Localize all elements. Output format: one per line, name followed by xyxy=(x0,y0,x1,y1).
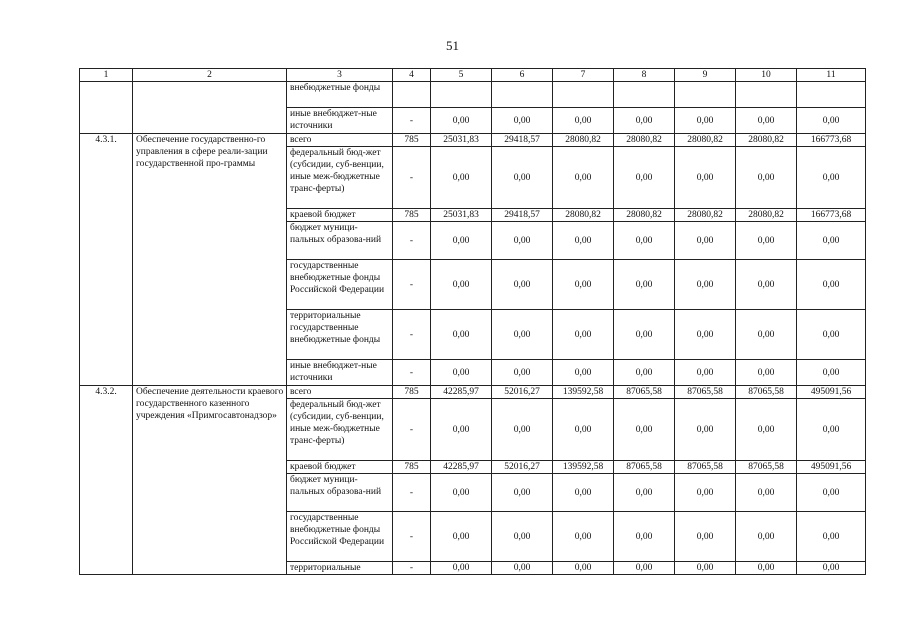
column-number: 2 xyxy=(133,69,287,82)
value-cell: 0,00 xyxy=(492,399,553,461)
value-cell: 0,00 xyxy=(675,562,736,575)
value-cell: 0,00 xyxy=(553,222,614,260)
value-cell: 25031,83 xyxy=(431,134,492,147)
value-cell: 0,00 xyxy=(797,108,866,134)
responsible-code: - xyxy=(393,474,431,512)
responsible-code: - xyxy=(393,108,431,134)
value-cell: 28080,82 xyxy=(675,134,736,147)
responsible-code: 785 xyxy=(393,134,431,147)
value-cell: 0,00 xyxy=(675,474,736,512)
table-row xyxy=(80,82,866,108)
column-number: 8 xyxy=(614,69,675,82)
value-cell: 0,00 xyxy=(797,512,866,562)
value-cell: 29418,57 xyxy=(492,209,553,222)
item-code xyxy=(80,82,133,134)
funding-source: краевой бюджет xyxy=(287,209,393,222)
responsible-code: - xyxy=(393,512,431,562)
value-cell xyxy=(553,82,614,108)
value-cell: 0,00 xyxy=(431,108,492,134)
table-row xyxy=(80,134,866,147)
value-cell: 0,00 xyxy=(797,562,866,575)
value-cell: 0,00 xyxy=(492,260,553,310)
value-cell: 0,00 xyxy=(492,222,553,260)
value-cell: 0,00 xyxy=(797,474,866,512)
value-cell: 0,00 xyxy=(614,108,675,134)
value-cell xyxy=(431,82,492,108)
column-number: 1 xyxy=(80,69,133,82)
funding-source: всего xyxy=(287,386,393,399)
value-cell: 0,00 xyxy=(675,147,736,209)
funding-source: федеральный бюд-жет (субсидии, суб-венции, иные меж-бюджетные транс-ферты) xyxy=(287,399,393,461)
value-cell: 0,00 xyxy=(797,310,866,360)
value-cell: 0,00 xyxy=(797,147,866,209)
value-cell: 0,00 xyxy=(797,399,866,461)
value-cell: 28080,82 xyxy=(553,134,614,147)
value-cell: 28080,82 xyxy=(736,134,797,147)
column-number: 5 xyxy=(431,69,492,82)
value-cell: 87065,58 xyxy=(614,461,675,474)
value-cell: 52016,27 xyxy=(492,386,553,399)
item-code: 4.3.2. xyxy=(80,386,133,575)
value-cell: 87065,58 xyxy=(736,386,797,399)
value-cell: 0,00 xyxy=(492,562,553,575)
responsible-code xyxy=(393,82,431,108)
value-cell: 0,00 xyxy=(736,310,797,360)
value-cell: 0,00 xyxy=(675,399,736,461)
item-code: 4.3.1. xyxy=(80,134,133,386)
funding-source: внебюджетные фонды xyxy=(287,82,393,108)
value-cell: 0,00 xyxy=(492,108,553,134)
funding-source: территориальные государственные внебюджетные фонды xyxy=(287,310,393,360)
funding-source: территориальные xyxy=(287,562,393,575)
funding-source: всего xyxy=(287,134,393,147)
responsible-code: - xyxy=(393,562,431,575)
value-cell: 52016,27 xyxy=(492,461,553,474)
value-cell: 0,00 xyxy=(553,310,614,360)
responsible-code: - xyxy=(393,360,431,386)
funding-source: государственные внебюджетные фонды Российской Федерации xyxy=(287,260,393,310)
column-number: 3 xyxy=(287,69,393,82)
value-cell: 0,00 xyxy=(614,310,675,360)
column-number: 4 xyxy=(393,69,431,82)
value-cell: 0,00 xyxy=(431,399,492,461)
funding-source: бюджет муници-пальных образова-ний xyxy=(287,474,393,512)
funding-source: иные внебюджет-ные источники xyxy=(287,108,393,134)
value-cell: 0,00 xyxy=(736,562,797,575)
value-cell: 42285,97 xyxy=(431,386,492,399)
value-cell: 0,00 xyxy=(736,512,797,562)
value-cell: 0,00 xyxy=(553,562,614,575)
value-cell: 0,00 xyxy=(553,260,614,310)
value-cell: 0,00 xyxy=(553,512,614,562)
value-cell: 0,00 xyxy=(614,399,675,461)
value-cell: 0,00 xyxy=(614,512,675,562)
value-cell: 0,00 xyxy=(736,108,797,134)
value-cell: 0,00 xyxy=(614,474,675,512)
value-cell: 0,00 xyxy=(614,562,675,575)
responsible-code: - xyxy=(393,222,431,260)
value-cell: 28080,82 xyxy=(736,209,797,222)
responsible-code: - xyxy=(393,260,431,310)
value-cell: 0,00 xyxy=(614,360,675,386)
value-cell xyxy=(797,82,866,108)
value-cell: 0,00 xyxy=(431,147,492,209)
value-cell: 166773,68 xyxy=(797,134,866,147)
value-cell: 0,00 xyxy=(675,222,736,260)
value-cell: 28080,82 xyxy=(614,134,675,147)
value-cell: 0,00 xyxy=(736,399,797,461)
value-cell: 0,00 xyxy=(553,360,614,386)
value-cell: 0,00 xyxy=(431,310,492,360)
value-cell: 87065,58 xyxy=(675,461,736,474)
value-cell: 0,00 xyxy=(553,108,614,134)
value-cell: 495091,56 xyxy=(797,386,866,399)
column-number-row xyxy=(80,69,866,82)
funding-source: иные внебюджет-ные источники xyxy=(287,360,393,386)
value-cell: 0,00 xyxy=(614,147,675,209)
budget-table xyxy=(79,68,866,575)
responsible-code: - xyxy=(393,310,431,360)
value-cell: 0,00 xyxy=(492,474,553,512)
responsible-code: - xyxy=(393,399,431,461)
responsible-code: - xyxy=(393,147,431,209)
value-cell: 0,00 xyxy=(492,512,553,562)
value-cell: 0,00 xyxy=(492,360,553,386)
column-number: 10 xyxy=(736,69,797,82)
value-cell: 0,00 xyxy=(675,360,736,386)
value-cell: 0,00 xyxy=(431,562,492,575)
value-cell: 0,00 xyxy=(431,512,492,562)
funding-source: федеральный бюд-жет (субсидии, суб-венции, иные меж-бюджетные транс-ферты) xyxy=(287,147,393,209)
value-cell: 0,00 xyxy=(614,222,675,260)
value-cell: 139592,58 xyxy=(553,386,614,399)
value-cell: 0,00 xyxy=(553,474,614,512)
page-number: 51 xyxy=(446,38,459,53)
value-cell: 29418,57 xyxy=(492,134,553,147)
column-number: 9 xyxy=(675,69,736,82)
value-cell: 0,00 xyxy=(736,147,797,209)
value-cell: 0,00 xyxy=(675,512,736,562)
value-cell: 0,00 xyxy=(553,147,614,209)
value-cell xyxy=(614,82,675,108)
value-cell: 87065,58 xyxy=(675,386,736,399)
value-cell: 0,00 xyxy=(492,147,553,209)
value-cell: 0,00 xyxy=(675,260,736,310)
column-number: 6 xyxy=(492,69,553,82)
value-cell: 0,00 xyxy=(553,399,614,461)
value-cell: 0,00 xyxy=(675,310,736,360)
value-cell: 28080,82 xyxy=(614,209,675,222)
value-cell: 0,00 xyxy=(797,260,866,310)
value-cell: 0,00 xyxy=(675,108,736,134)
value-cell: 25031,83 xyxy=(431,209,492,222)
value-cell: 0,00 xyxy=(431,222,492,260)
funding-source: краевой бюджет xyxy=(287,461,393,474)
value-cell: 0,00 xyxy=(736,222,797,260)
value-cell: 166773,68 xyxy=(797,209,866,222)
responsible-code: 785 xyxy=(393,461,431,474)
value-cell: 87065,58 xyxy=(736,461,797,474)
funding-source: государственные внебюджетные фонды Российской Федерации xyxy=(287,512,393,562)
value-cell xyxy=(492,82,553,108)
value-cell: 0,00 xyxy=(492,310,553,360)
value-cell: 0,00 xyxy=(614,260,675,310)
column-number: 11 xyxy=(797,69,866,82)
funding-source: бюджет муници-пальных образова-ний xyxy=(287,222,393,260)
responsible-code: 785 xyxy=(393,209,431,222)
value-cell: 42285,97 xyxy=(431,461,492,474)
value-cell: 0,00 xyxy=(736,360,797,386)
responsible-code: 785 xyxy=(393,386,431,399)
column-number: 7 xyxy=(553,69,614,82)
value-cell: 28080,82 xyxy=(553,209,614,222)
value-cell xyxy=(675,82,736,108)
value-cell: 495091,56 xyxy=(797,461,866,474)
value-cell: 0,00 xyxy=(797,222,866,260)
value-cell: 0,00 xyxy=(797,360,866,386)
value-cell: 0,00 xyxy=(431,360,492,386)
value-cell: 0,00 xyxy=(431,260,492,310)
item-name: Обеспечение деятельности краевого государственного казенного учреждения «Примгосавтонадзор» xyxy=(133,386,287,575)
value-cell: 0,00 xyxy=(736,260,797,310)
value-cell: 139592,58 xyxy=(553,461,614,474)
value-cell: 0,00 xyxy=(736,474,797,512)
value-cell: 0,00 xyxy=(431,474,492,512)
item-name: Обеспечение государственно-го управления в сфере реали-зации государственной про-граммы xyxy=(133,134,287,386)
item-name xyxy=(133,82,287,134)
table-row xyxy=(80,386,866,399)
value-cell xyxy=(736,82,797,108)
value-cell: 87065,58 xyxy=(614,386,675,399)
value-cell: 28080,82 xyxy=(675,209,736,222)
